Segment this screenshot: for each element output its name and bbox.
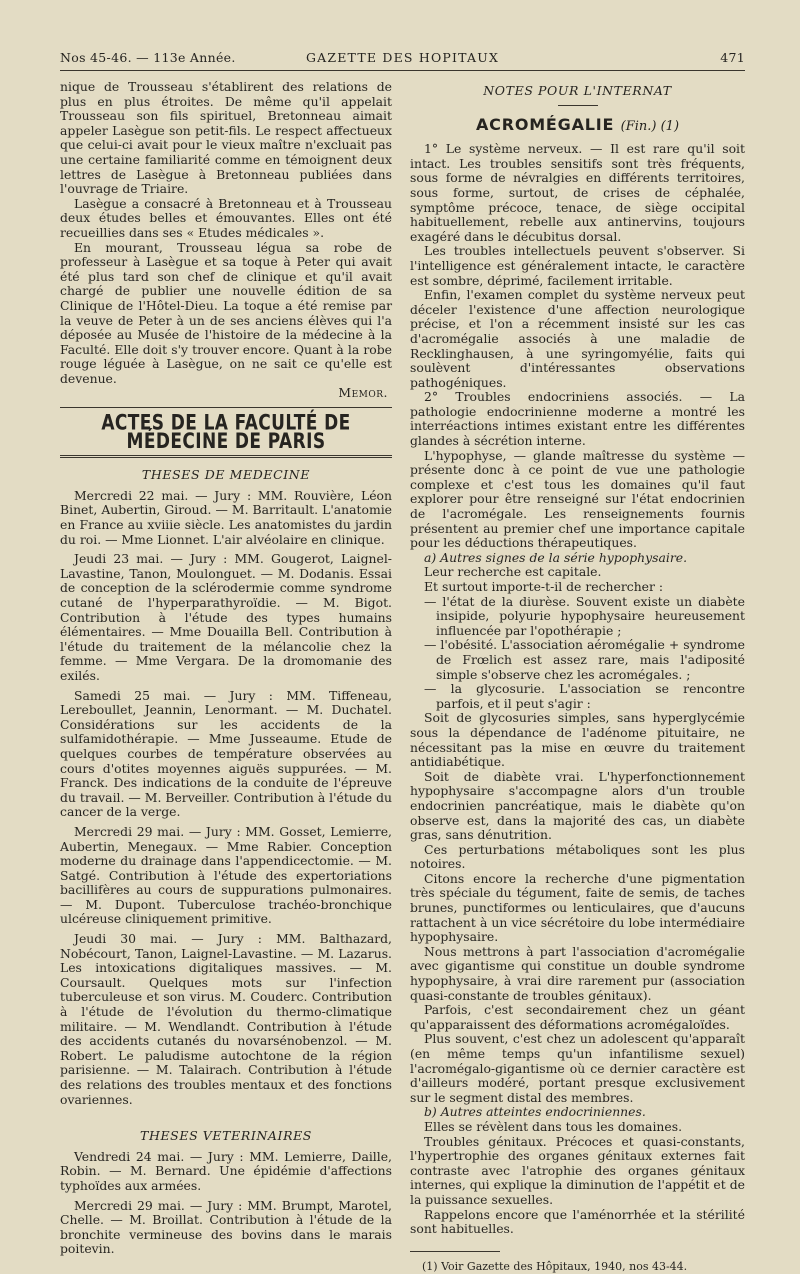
thesis-entry: Mercredi 29 mai. — Jury : MM. Gosset, Lemierre, Aubertin, Menegaux. — Mme Rabier. Conception moderne du drainage dans l'appendicectomie. — M. Satgé. Contribution à l'étude des expertoriations bacillifères au cours de suppurations pulmonaires. — M. Dupont. Tuberculose trachéo-bronchique ulcéreuse cliniquement primitive.	[60, 823, 392, 927]
theses-medecine-heading: THESES DE MEDECINE	[141, 467, 311, 483]
thesis-entry: Mercredi 29 mai. — Jury : MM. Brumpt, Marotel, Chelle. — M. Broillat. Contribution à l'étude de la bronchite vermineuse des bovins dans le marais poitevin.	[60, 1197, 392, 1257]
article-paragraph: Troubles génitaux. Précoces et quasi-constants, l'hypertrophie des organes génitaux externes fait contraste avec l'atrophie des organes génitaux internes, qui explique la diminution de l'appétit et de la puissance sexuelles.	[410, 1133, 745, 1207]
thesis-entry: Samedi 25 mai. — Jury : MM. Tiffeneau, Lereboullet, Jeannin, Lenormant. — M. Duchatel. Considérations sur les accidents de la sulfamidothérapie. — Mme Jusseaume. Etude de quelques courbes de température observées au cours d'otites moyennes aiguës suppurées. — M. Franck. Des indications de la conduite de l'épreuve du travail. — M. Berveiller. Contribution à l'étude du cancer de la verge.	[60, 687, 392, 820]
internat-heading: NOTES POUR L'INTERNAT	[483, 83, 672, 98]
section-title-faculte: ACTES DE LA FACULTÉ DE MÉDECINE DE PARIS	[101, 410, 351, 454]
article-paragraph: Nous mettrons à part l'association d'acromégalie avec gigantisme qui constitue un double syndrome hypophysaire, à vrai dire rarement pur (association quasi-constante de troubles génitaux).	[410, 943, 745, 1003]
article-title-text: ACROMÉGALIE	[475, 114, 615, 134]
article-paragraph: Parfois, c'est secondairement chez un géant qu'apparaissent des déformations acromégaloïdes.	[410, 1002, 745, 1032]
article-paragraph: Ces perturbations métaboliques sont les plus notoires.	[410, 841, 745, 872]
article-paragraph: Soit de diabète vrai. L'hyperfonctionnement hypophysaire s'accompagne alors d'un trouble endocrinien pancréatique, mais le diabète qu'on observe est, dans la majorité des cas, un diabète gras, sans dénutrition.	[410, 768, 745, 843]
left-column	[60, 80, 392, 1257]
article-paragraph: Enfin, l'examen complet du système nerveux peut déceler l'existence d'une affection neurologique précise, et l'on a récemment insisté sur les cas d'acromégalie associés à une maladie de Recklinghausen, à une syringomyélie, faits qui soulèvent d'intéressantes observations pathogéniques.	[410, 287, 745, 390]
theses-veterinaires-heading: THESES VETERINAIRES	[140, 1128, 312, 1144]
intro-paragraph: Lasègue a consacré à Bretonneau et à Trousseau deux études belles et émouvantes. Elles ont été recueillies dans ses « Etudes médicales ».	[60, 195, 392, 240]
article-paragraph: Leur recherche est capitale.	[424, 564, 602, 580]
list-item: — l'état de la diurèse. Souvent existe un diabète insipide, polyurie hypophysaire heureusement influencée par l'opothérapie ;	[424, 593, 745, 638]
article-title-suffix: (Fin.) (1)	[620, 118, 680, 134]
article-subheading: b) Autres atteintes endocriniennes.	[424, 1104, 646, 1120]
article-paragraph: Elles se révèlent dans tous les domaines.	[424, 1118, 683, 1134]
article-paragraph: Citons encore la recherche d'une pigmentation très spéciale du tégument, faite de semis, de taches brunes, punctiformes ou lenticulaires, que d'aucuns rattachent à un vice sécrétoire du lobe intermédiaire hypophysaire.	[410, 870, 745, 945]
article-paragraph: Rappelons encore que l'aménorrhée et la stérilité sont habituelles.	[410, 1206, 745, 1237]
journal-title: GAZETTE DES HOPITAUX	[305, 50, 500, 65]
footnote-rule	[410, 1251, 500, 1256]
article-paragraph: Soit de glycosuries simples, sans hyperglycémie sous la dépendance de l'adénome pituitaire, ne nécessitant pas la mise en œuvre du traitement antidiabétique.	[410, 710, 745, 770]
list-item: — l'obésité. L'association aéromégalie + syndrome de Frœlich est assez rare, mais l'adiposité simple s'observe chez les acromégales. ;	[424, 637, 745, 682]
article-paragraph: Plus souvent, c'est chez un adolescent qu'apparaît (en même temps qu'un infantilisme sexuel) l'acromégalo-gigantisme où ce dernier caractère est d'ailleurs modéré, portant presque exclusivement sur le segment distal des membres.	[410, 1031, 745, 1105]
intro-paragraph: nique de Trousseau s'établirent des relations de plus en plus étroites. De même qu'il appelait Trousseau son fils spirituel, Bretonneau aimait appeler Lasègue son petit-fils. Le respect affectueux que celui-ci avait pour le vieux maître n'excluait pas une certaine familiarité comme en témoignent deux lettres de Lasègue à Bretonneau publiées dans l'ouvrage de Triaire.	[60, 79, 392, 197]
article-title	[410, 114, 745, 135]
thesis-entry: Jeudi 23 mai. — Jury : MM. Gougerot, Laignel-Lavastine, Tanon, Moulonguet. — M. Dodanis. Essai de conception de la sclérodermie comme syndrome cutané de l'hyperparathyroïdie. — M. Bigot. Contribution à l'étude des types humains élémentaires. — Mme Douailla Bell. Contribution à l'étude du traitement de la mélancolie chez la femme. — Mme Vergara. De la dromomanie des exilés.	[60, 551, 392, 683]
running-head	[60, 48, 745, 71]
intro-paragraph: En mourant, Trousseau légua sa robe de professeur à Lasègue et sa toque à Peter qui avait été plus tard son chef de clinique et qu'il avait chargé de publier une nouvelle édition de sa Clinique de l'Hôtel-Dieu. La toque a été remise par la veuve de Peter à un de ses anciens élèves qui l'a déposée au Musée de l'histoire de la médecine à la Faculté. Elle doit s'y trouver encore. Quant à la robe rouge léguée à Lasègue, on ne sait ce qu'elle est devenue.	[60, 239, 392, 386]
thesis-entry: Mercredi 22 mai. — Jury : MM. Rouvière, Léon Binet, Aubertin, Giroud. — M. Barritault. L'anatomie en France au xviiie siècle. Les anatomistes du jardin du roi. — Mme Lionnet. L'air alvéolaire en clinique.	[60, 487, 392, 547]
thesis-entry: Vendredi 24 mai. — Jury : MM. Lemierre, Daille, Robin. — M. Bernard. Une épidémie d'affections typhoïdes aux armées.	[60, 1148, 392, 1193]
article-paragraph: Les troubles intellectuels peuvent s'observer. Si l'intelligence est généralement intacte, le caractère est sombre, déprimé, facilement irritable.	[410, 243, 745, 288]
list-item: — la glycosurie. L'association se rencontre parfois, et il peut s'agir :	[424, 681, 745, 711]
article-paragraph: 1° Le système nerveux. — Il est rare qu'il soit intact. Les troubles sensitifs sont très fréquents, sous forme de névralgies en différents territoires, sous forme, surtout, de crises de céphalée, symptôme précoce, tenace, de siège occipital habituellement, rebelle aux antinervins, toujours exagéré dans le décubitus dorsal.	[410, 141, 745, 244]
thesis-entry: Jeudi 30 mai. — Jury : MM. Balthazard, Nobécourt, Tanon, Laignel-Lavastine. — M. Lazarus. Les intoxications digitaliques massives. — M. Coursault. Quelques mots sur l'infection tuberculeuse et son virus. M. Couderc. Contribution à l'étude de l'évolution du thermo-climatique militaire. — M. Wendlandt. Contribution à l'étude des accidents cutanés du novarsénobenzol. — M. Robert. Le paludisme autochtone de la région parisienne. — M. Talairach. Contribution à l'étude des relations des troubles mentaux et des fonctions ovariennes.	[60, 931, 392, 1107]
footnote: (1) Voir Gazette des Hôpitaux, 1940, nos 43-44.	[422, 1259, 688, 1273]
signature: Memor.	[338, 385, 388, 401]
divider	[60, 407, 392, 408]
article-paragraph: Et surtout importe-t-il de rechercher :	[424, 579, 664, 594]
page-number: 471	[720, 50, 745, 65]
right-column	[410, 80, 745, 1274]
article-paragraph: 2° Troubles endocriniens associés. — La pathologie endocrinienne moderne a montré les interréactions intimes existant entre les différentes glandes à sécrétion interne.	[410, 389, 745, 449]
divider	[60, 455, 392, 458]
article-subheading: a) Autres signes de la série hypophysaire.	[424, 549, 688, 565]
checklist	[410, 595, 745, 712]
article-paragraph: L'hypophyse, — glande maîtresse du système — présente donc à ce point de vue une pathologie complexe et c'est tous les domaines qu'il faut explorer pour être renseigné sur l'état endocrinien de l'acromégale. Les renseignements fournis présentent au premier chef une importance capitale pour les déductions thérapeutiques.	[410, 447, 745, 551]
issue-number: Nos 45-46. — 113e Année.	[60, 50, 236, 65]
divider	[558, 105, 598, 106]
